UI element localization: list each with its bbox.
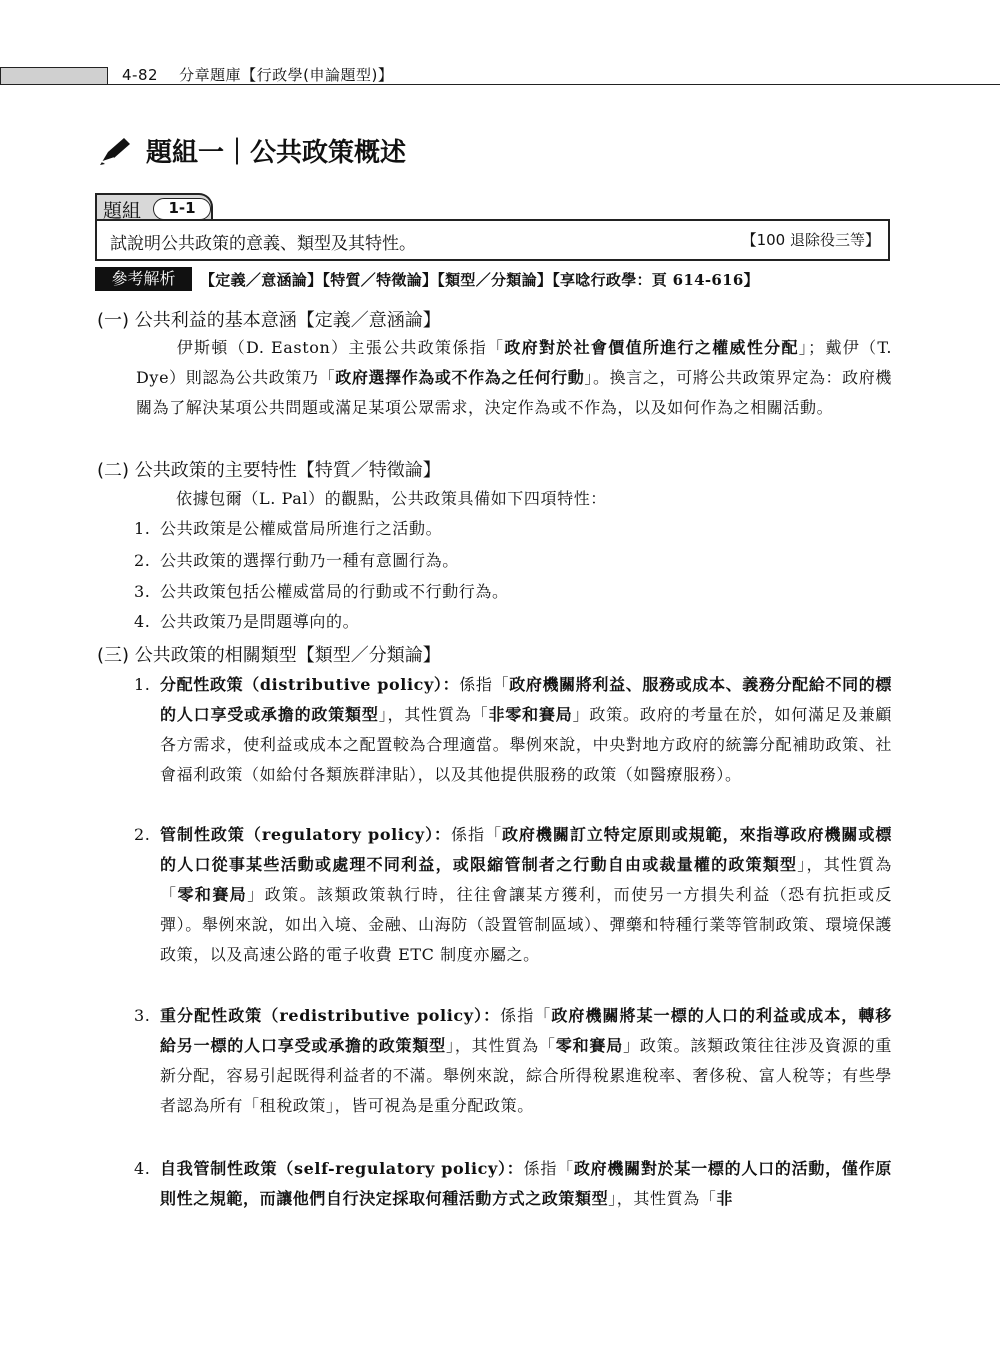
section-heading-1: (一) 公共利益的基本意涵【定義／意涵論】 (97, 310, 441, 331)
section-1-paragraph: 伊斯頓（D. Easton）主張公共政策係指「政府對於社會價值所進行之權威性分配」；戴伊（T. Dye）則認為公共政策乃「政府選擇作為或不作為之任何行動」。換言之，可將公共政策界定為：政府機關為了解決某項公共問題或滿足某項公眾需求，決定作為或不作為，以及如何作為之相關活動。 (136, 338, 893, 417)
question-source: 【100 退除役三等】 (741, 231, 880, 249)
header-tab-bar (0, 67, 108, 85)
list-item: 4. 公共政策乃是問題導向的。 (134, 612, 360, 631)
question-tab-label: 題組 (103, 200, 142, 222)
group-title-text: 題組一｜公共政策概述 (146, 138, 407, 168)
list-item: 3. 公共政策包括公權威當局的行動或不行動行為。 (134, 582, 509, 601)
policy-type-item: 4. 自我管制性政策（self-regulatory policy）：係指「政府機關對於某一標的人口的活動，僅作原則性之規範，而讓他們自行決定採取何種活動方式之政策類型」，其性質為「非 (134, 1159, 892, 1208)
policy-type-item: 3. 重分配性政策（redistributive policy）：係指「政府機關將某一標的人口的利益或成本，轉移給另一標的人口享受或承擔的政策類型」，其性質為「零和賽局」政策。該類政策往往涉及資源的重新分配，容易引起既得利益者的不滿。舉例來說，綜合所得稅累進稅率、奢侈稅、富人稅等；有些學者認為所有「租稅政策」，皆可視為是重分配政策。 (134, 1006, 893, 1115)
policy-type-item: 1. 分配性政策（distributive policy）：係指「政府機關將利益、服務或成本、義務分配給不同的標的人口享受或承擔的政策類型」，其性質為「非零和賽局」政策。政府的考量在於，如何滿足及兼顧各方需求，使利益或成本之配置較為合理適當。舉例來說，中央對地方政府的統籌分配補助政策、社會福利政策（如給付各類族群津貼），以及其他提供服務的政策（如醫療服務）。 (134, 675, 892, 784)
section-2-intro: 依據包爾（L. Pal）的觀點，公共政策具備如下四項特性： (176, 489, 607, 508)
book-title: 分章題庫【行政學(申論題型)】 (179, 66, 394, 84)
group-title (98, 132, 406, 169)
pencil-icon (98, 136, 132, 166)
question-number-badge: 1-1 (153, 198, 211, 220)
policy-type-item: 2. 管制性政策（regulatory policy）：係指「政府機關訂立特定原則或規範，來指導政府機關或標的人口從事某些活動或處理不同利益，或限縮管制者之行動自由或裁量權的政策類型」，其性質為「零和賽局」政策。該類政策執行時，往往會讓某方獲利，而使另一方損失利益（恐有抗拒或反彈）。舉例來說，如出入境、金融、山海防（設置管制區域）、彈藥和特種行業等管制政策、環境保護政策，以及高速公路的電子收費 ETC 制度亦屬之。 (134, 825, 892, 964)
section-heading-2: (二) 公共政策的主要特性【特質／特徵論】 (97, 460, 441, 481)
list-item: 1. 公共政策是公權威當局所進行之活動。 (134, 519, 443, 538)
running-header (122, 64, 393, 85)
section-heading-3: (三) 公共政策的相關類型【類型／分類論】 (97, 645, 441, 666)
page-ref: 4-82 (122, 66, 159, 84)
reference-badge: 參考解析 (95, 267, 192, 291)
question-text: 試說明公共政策的意義、類型及其特性。 (110, 234, 416, 254)
reference-tags: 【定義／意涵論】【特質／特徵論】【類型／分類論】【享唸行政學：頁 614-616】 (200, 271, 759, 289)
list-item: 2. 公共政策的選擇行動乃一種有意圖行為。 (134, 551, 459, 570)
